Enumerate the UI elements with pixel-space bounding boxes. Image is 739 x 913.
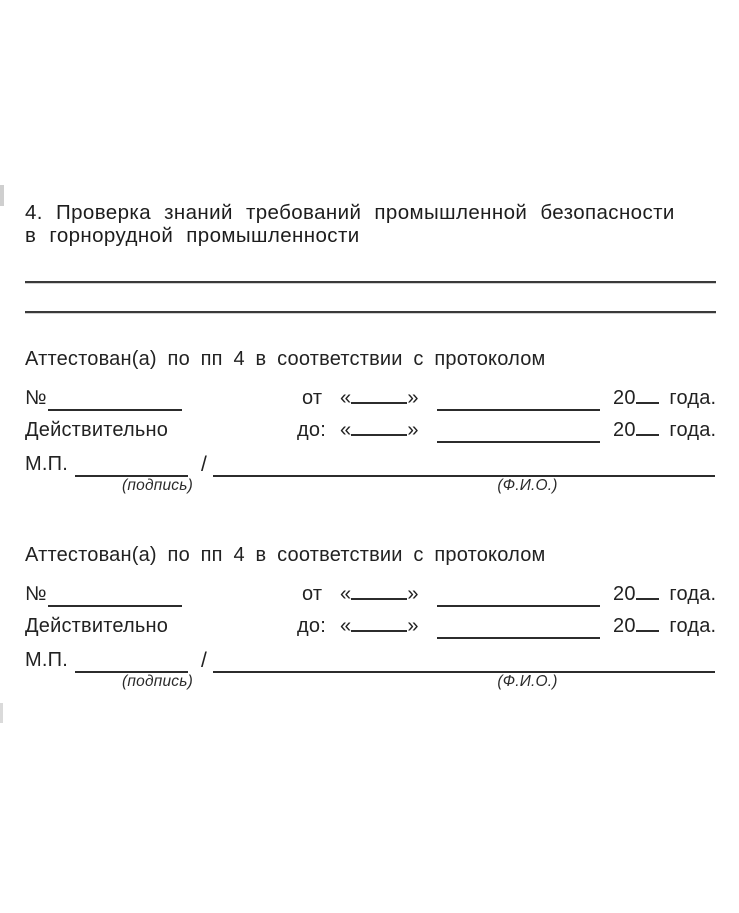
fio-caption: (Ф.И.О.) bbox=[497, 673, 558, 690]
year-field bbox=[613, 615, 716, 638]
section-heading-line2: в горнорудной промышленности bbox=[25, 224, 360, 247]
month-blank bbox=[437, 421, 600, 443]
protocol-number-sign: № bbox=[25, 387, 47, 409]
day-blank bbox=[351, 387, 407, 404]
date-from-label: от bbox=[302, 583, 323, 605]
valid-label: Действительно bbox=[25, 615, 169, 637]
scan-edge-artifact bbox=[0, 185, 4, 206]
blank-writing-line bbox=[25, 281, 716, 283]
attestation-intro: Аттестован(а) по пп 4 в соответствии с протоколом bbox=[25, 348, 546, 370]
month-blank bbox=[437, 389, 600, 411]
protocol-number-blank bbox=[48, 585, 182, 607]
day-field bbox=[340, 615, 419, 638]
year-suffix: года. bbox=[669, 583, 717, 605]
quote-open: « bbox=[340, 583, 352, 605]
fio-blank bbox=[213, 455, 715, 477]
year-field bbox=[613, 419, 716, 442]
attestation-block-2 bbox=[25, 544, 720, 704]
section-heading-line1: 4. Проверка знаний требований промышленной безопасности bbox=[25, 201, 675, 224]
year-prefix: 20 bbox=[613, 583, 636, 605]
date-until-label: до: bbox=[297, 419, 326, 441]
year-blank bbox=[636, 387, 659, 404]
date-from-label: от bbox=[302, 387, 323, 409]
slash-separator: / bbox=[201, 453, 208, 476]
signature-caption: (подпись) bbox=[122, 477, 193, 494]
quote-open: « bbox=[340, 419, 352, 441]
signature-blank bbox=[75, 455, 188, 477]
quote-close: » bbox=[407, 419, 419, 441]
year-suffix: года. bbox=[669, 419, 717, 441]
month-blank bbox=[437, 617, 600, 639]
day-field bbox=[340, 583, 419, 606]
day-field bbox=[340, 387, 419, 410]
scan-edge-artifact bbox=[0, 703, 3, 723]
stamp-label: М.П. bbox=[25, 649, 68, 671]
year-field bbox=[613, 583, 716, 606]
quote-open: « bbox=[340, 387, 352, 409]
protocol-number-blank bbox=[48, 389, 182, 411]
year-blank bbox=[636, 615, 659, 632]
stamp-label: М.П. bbox=[25, 453, 68, 475]
quote-close: » bbox=[407, 387, 419, 409]
day-blank bbox=[351, 615, 407, 632]
quote-close: » bbox=[407, 583, 419, 605]
quote-close: » bbox=[407, 615, 419, 637]
day-blank bbox=[351, 419, 407, 436]
attestation-intro: Аттестован(а) по пп 4 в соответствии с протоколом bbox=[25, 544, 546, 566]
section-heading bbox=[25, 201, 715, 247]
year-suffix: года. bbox=[669, 387, 717, 409]
day-blank bbox=[351, 583, 407, 600]
year-suffix: года. bbox=[669, 615, 717, 637]
year-blank bbox=[636, 583, 659, 600]
fio-blank bbox=[213, 651, 715, 673]
year-blank bbox=[636, 419, 659, 436]
signature-blank bbox=[75, 651, 188, 673]
day-field bbox=[340, 419, 419, 442]
year-prefix: 20 bbox=[613, 615, 636, 637]
slash-separator: / bbox=[201, 649, 208, 672]
blank-writing-line bbox=[25, 311, 716, 313]
month-blank bbox=[437, 585, 600, 607]
date-until-label: до: bbox=[297, 615, 326, 637]
protocol-number-sign: № bbox=[25, 583, 47, 605]
year-prefix: 20 bbox=[613, 387, 636, 409]
fio-caption: (Ф.И.О.) bbox=[497, 477, 558, 494]
valid-label: Действительно bbox=[25, 419, 169, 441]
year-prefix: 20 bbox=[613, 419, 636, 441]
signature-caption: (подпись) bbox=[122, 673, 193, 690]
quote-open: « bbox=[340, 615, 352, 637]
attestation-block-1 bbox=[25, 348, 720, 508]
year-field bbox=[613, 387, 716, 410]
